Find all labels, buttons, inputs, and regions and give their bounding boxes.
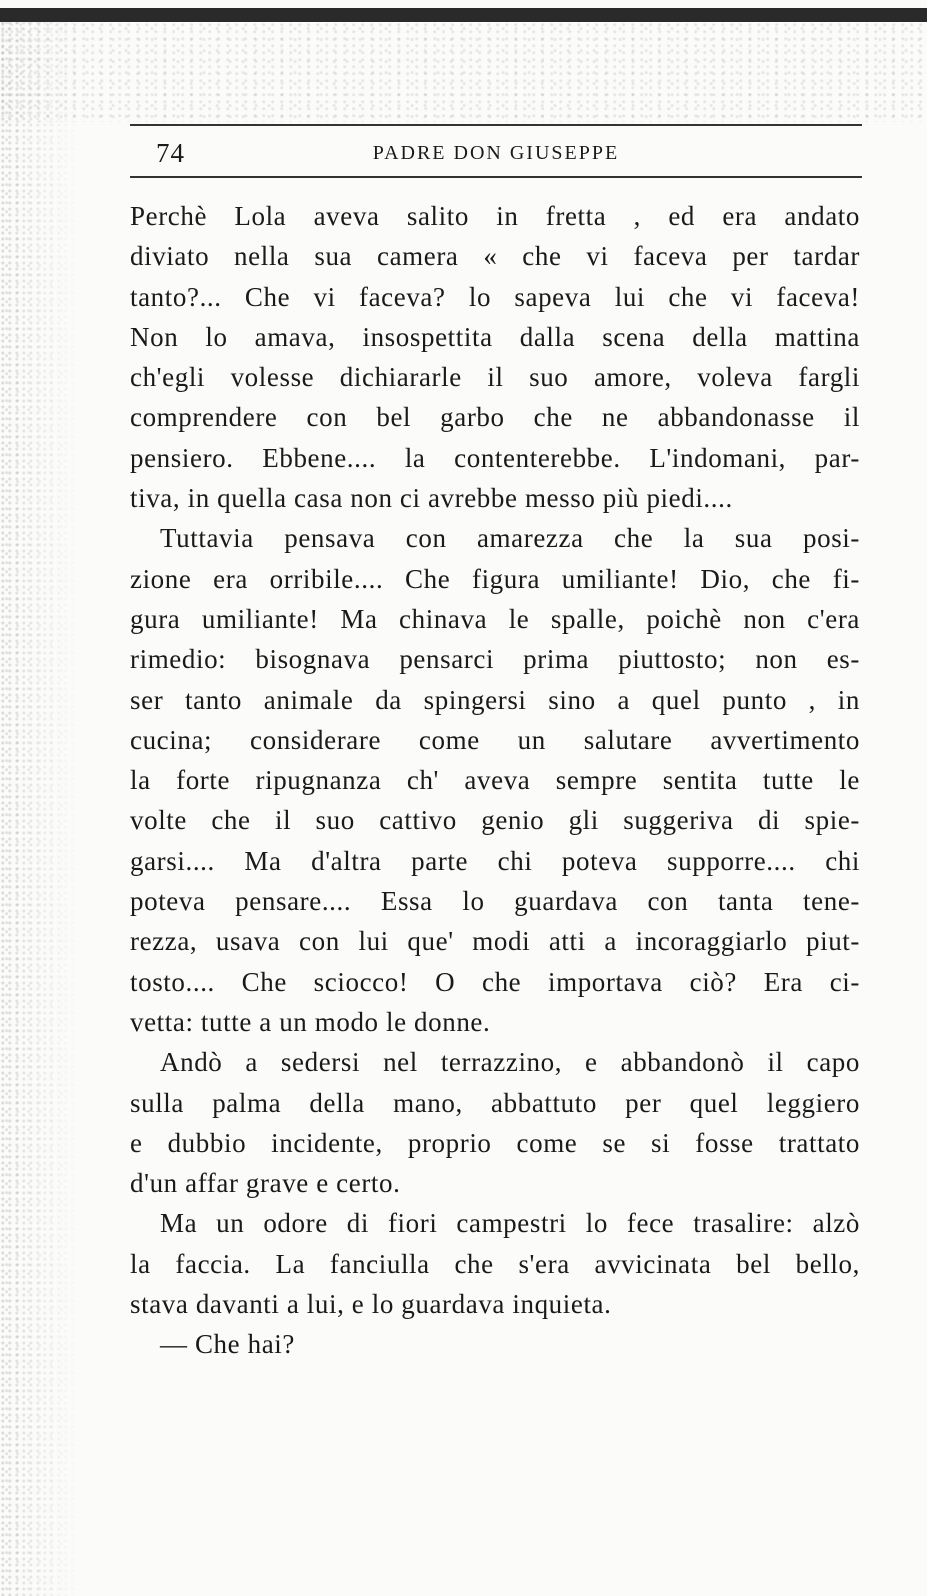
header-rule-top [130,124,862,126]
text-line: d'un affar grave e certo. [130,1168,401,1199]
text-line: Perchè Lola aveva salito in fretta , ed era andato [130,201,860,231]
text-line: tiva, in quella casa non ci avrebbe messo più piedi.... [130,483,733,514]
running-title: PADRE DON GIUSEPPE [372,142,620,164]
text-line: stava davanti a lui, e lo guardava inquieta. [130,1289,612,1320]
text-line: Andò a sedersi nel terrazzino, e abbandonò il capo [160,1047,860,1078]
text-line: gura umiliante! Ma chinava le spalle, poichè non c'era [130,603,860,634]
scan-noise-top [0,22,927,122]
text-line: diviato nella sua camera « che vi faceva per tardar [130,241,860,272]
text-line: Tuttavia pensava con amarezza che la sua posi- [160,523,860,554]
header-rule-bottom [130,176,862,178]
text-line: e dubbio incidente, proprio come se si fosse trattato [130,1127,860,1158]
text-line: vetta: tutte a un modo le donne. [130,1006,491,1037]
scan-edge-band [0,8,927,22]
text-line: la faccia. La fanciulla che s'era avvicinata bel bello, [130,1248,860,1279]
text-line: sulla palma della mano, abbattuto per quel leggiero [130,1087,860,1118]
text-line: ser tanto animale da spingersi sino a quel punto , in [130,684,860,715]
text-line: — Che hai? [160,1329,295,1360]
text-line: ch'egli volesse dichiararle il suo amore, voleva fargli [130,362,860,393]
text-line: rezza, usava con lui que' modi atti a incoraggiarlo piut- [130,926,860,957]
text-line: comprendere con bel garbo che ne abbandonasse il [130,402,860,433]
text-line: volte che il suo cattivo genio gli suggeriva di spie- [130,805,860,836]
text-line: poteva pensare.... Essa lo guardava con tanta tene- [130,886,860,917]
text-line: rimedio: bisognava pensarci prima piuttosto; non es- [130,644,860,675]
text-line: zione era orribile.... Che figura umiliante! Dio, che fi- [130,563,860,594]
text-line: la forte ripugnanza ch' aveva sempre sentita tutte le [130,765,860,796]
running-head [130,136,862,176]
scan-noise-left [0,20,80,1596]
page-number: 74 [156,138,185,168]
text-line: garsi.... Ma d'altra parte chi poteva supporre.... chi [130,845,860,876]
text-line: cucina; considerare come un salutare avvertimento [130,724,860,755]
text-line: tanto?... Che vi faceva? lo sapeva lui che vi faceva! [130,281,860,312]
text-line: pensiero. Ebbene.... la contenterebbe. L'indomani, par- [130,442,860,473]
text-line: Ma un odore di fiori campestri lo fece trasalire: alzò [160,1208,860,1239]
text-line: Non lo amava, insospettita dalla scena della mattina [130,321,860,352]
text-line: tosto.... Che sciocco! O che importava ciò? Era ci- [130,966,860,997]
body-text [130,196,860,1365]
